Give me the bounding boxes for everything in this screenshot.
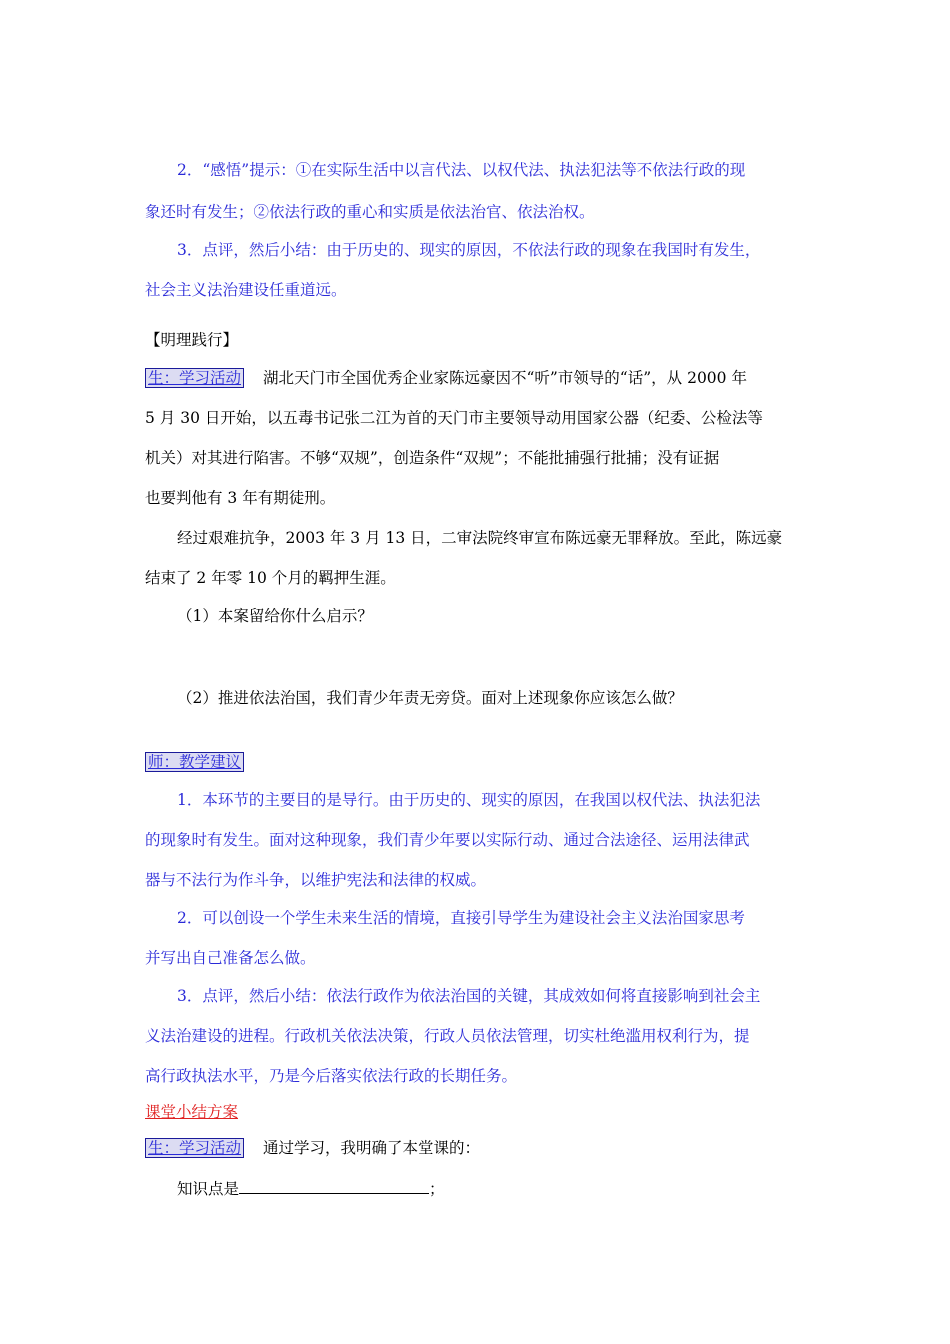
case-text-line-2: 5 月 30 日开始，以五毒书记张二江为首的天门市主要领导动用国家公器（纪委、公检法等 — [145, 409, 763, 427]
activity-first-line — [145, 368, 747, 388]
intro-point-3-line-1: 3．点评，然后小结：由于历史的、现实的原因，不依法行政的现象在我国时有发生， — [177, 241, 761, 259]
case-text-line-3: 机关）对其进行陷害。不够“双规”，创造条件“双规”；不能批捕强行批捕；没有证据 — [145, 449, 720, 467]
knowledge-line — [177, 1178, 445, 1199]
knowledge-answer-blank[interactable] — [239, 1178, 429, 1194]
section-title: 【明理践行】 — [145, 331, 239, 349]
summary-heading: 课堂小结方案 — [145, 1103, 239, 1121]
teacher-suggestion-tag: 师：教学建议 — [145, 752, 244, 772]
case-text-line-4: 也要判他有 3 年有期徒刑。 — [145, 489, 336, 507]
intro-point-3-line-2: 社会主义法治建设任重道远。 — [145, 281, 347, 299]
teacher-point-3-line-2: 义法治建设的进程。行政机关依法决策，行政人员依法管理，切实杜绝滥用权利行为，提 — [145, 1027, 750, 1045]
summary-student-activity-tag: 生：学习活动 — [145, 1138, 244, 1158]
question-1: （1）本案留给你什么启示？ — [177, 607, 373, 625]
summary-activity-line — [145, 1138, 480, 1158]
teacher-point-1-line-3: 器与不法行为作斗争，以维护宪法和法律的权威。 — [145, 871, 487, 889]
teacher-point-2-line-2: 并写出自己准备怎么做。 — [145, 949, 316, 967]
case-text-line-6: 结束了 2 年零 10 个月的羁押生涯。 — [145, 569, 396, 587]
teacher-point-3-line-3: 高行政执法水平，乃是今后落实依法行政的长期任务。 — [145, 1067, 518, 1085]
teacher-tag-line — [145, 752, 244, 772]
intro-point-2-line-1: 2．“感悟”提示：①在实际生活中以言代法、以权代法、执法犯法等不依法行政的现 — [177, 161, 746, 179]
teacher-point-1-line-1: 1．本环节的主要目的是导行。由于历史的、现实的原因，在我国以权代法、执法犯法 — [177, 791, 761, 809]
teacher-point-2-line-1: 2．可以创设一个学生未来生活的情境，直接引导学生为建设社会主义法治国家思考 — [177, 909, 745, 927]
teacher-point-3-line-1: 3．点评，然后小结：依法行政作为依法治国的关键，其成效如何将直接影响到社会主 — [177, 987, 761, 1005]
case-text-line-1: 湖北天门市全国优秀企业家陈远豪因不“听”市领导的“话”，从 2000 年 — [262, 369, 747, 387]
summary-intro: 通过学习，我明确了本堂课的： — [262, 1139, 480, 1157]
teacher-point-1-line-2: 的现象时有发生。面对这种现象，我们青少年要以实际行动、通过合法途径、运用法律武 — [145, 831, 750, 849]
knowledge-end-punct: ； — [429, 1180, 445, 1198]
case-text-line-5: 经过艰难抗争，2003 年 3 月 13 日，二审法院终审宣布陈远豪无罪释放。至此，陈远豪 — [177, 529, 783, 547]
student-activity-tag: 生：学习活动 — [145, 368, 244, 388]
intro-point-2-line-2: 象还时有发生；②依法行政的重心和实质是依法治官、依法治权。 — [145, 203, 595, 221]
question-2: （2）推进依法治国，我们青少年责无旁贷。面对上述现象你应该怎么做？ — [177, 689, 683, 707]
knowledge-label: 知识点是 — [177, 1180, 240, 1198]
